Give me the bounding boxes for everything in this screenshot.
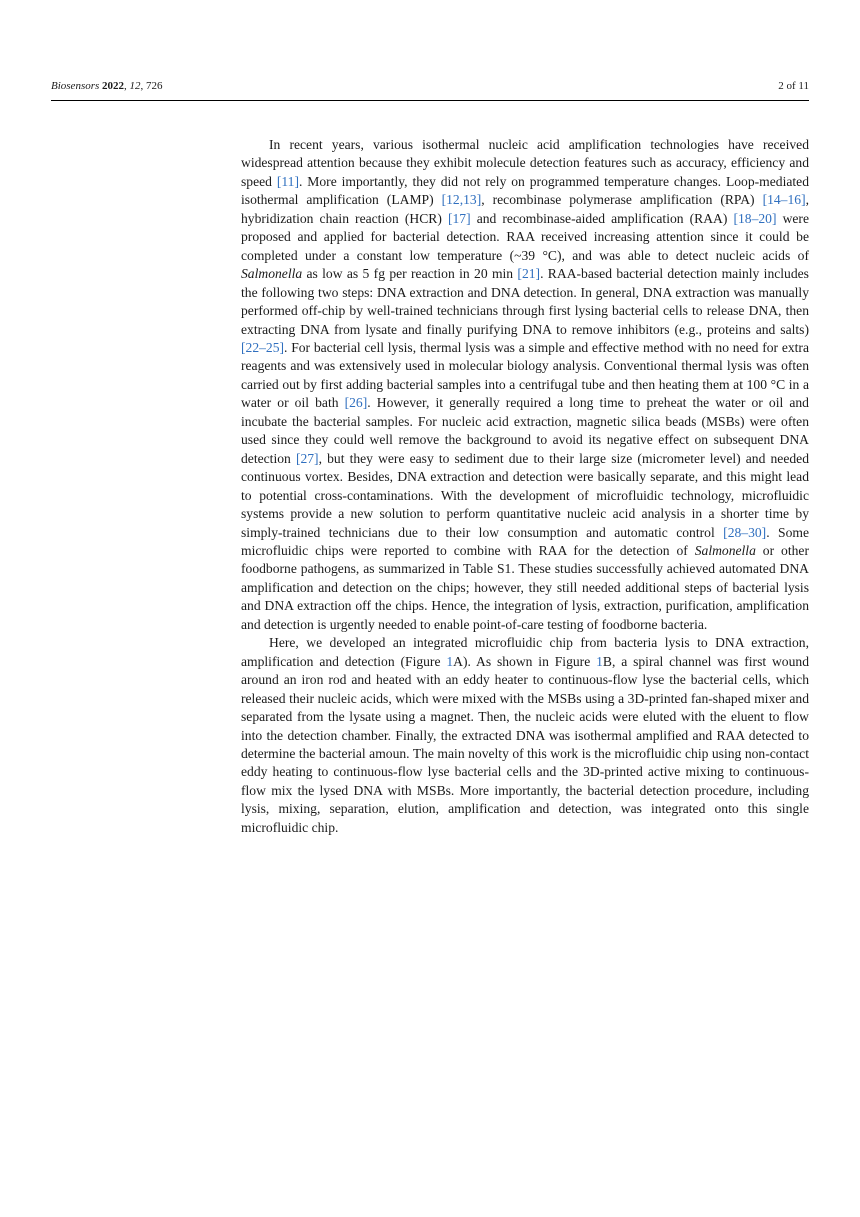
- journal-year: 2022: [102, 80, 125, 92]
- citation-link[interactable]: [27]: [295, 450, 319, 466]
- citation-link[interactable]: [14–16]: [762, 192, 806, 208]
- citation-link[interactable]: [28–30]: [723, 524, 767, 540]
- citation-link[interactable]: [26]: [344, 395, 368, 411]
- text-run: . Some microfluidic chips were reported to combine with RAA for the detection of: [241, 524, 810, 558]
- citation-link[interactable]: 1: [446, 653, 454, 669]
- body-text: [241, 136, 809, 837]
- text-run: and recombinase-aided amplification (RAA): [470, 210, 734, 226]
- text-run: B, a spiral channel was first wound around an iron rod and heated with an eddy heater to continuous-flow lyse the bacterial cells, which released their nucleic acids, which were mixed with the MSBs using a 3D-printed fan-shaped mixer and separated from the lysate using a magnet. Then, the nucleic acids were eluted with the eluent to flow into the detection chamber. Finally, the extracted DNA was isothermal amplified and RAA detected to determine the bacterial amoun. The main novelty of this work is the microfluidic chip using non-contact eddy heating to continuous-flow lyse bacterial cells and the 3D-printed active mixing to continuous-flow mix the lysed DNA with MSBs. More importantly, the bacterial detection procedure, including lysis, mixing, separation, elution, amplification and detection, was integrated onto this single microfluidic chip.: [241, 653, 809, 835]
- header-rule: [51, 100, 809, 101]
- text-run: were proposed and applied for bacterial detection. RAA received increasing attention since it could be completed under a constant low temperature (~39 °C), and was able to detect nucleic acids of: [241, 210, 809, 263]
- text-run: A). As shown in Figure: [453, 653, 597, 669]
- text-run: . However, it generally required a long time to preheat the water or oil and incubate the bacterial samples. For nucleic acid extraction, magnetic silica beads (MSBs) were often used since they could well remove the background to avoid its negative effect on subsequent DNA detection: [241, 395, 809, 466]
- citation-link[interactable]: [21]: [517, 266, 541, 282]
- text-run: , recombinase polymerase amplification (RPA): [481, 192, 763, 208]
- text-run: . For bacterial cell lysis, thermal lysis was a simple and effective method with no need for extra reagents and was extensively used in molecular biology analysis. Conventional thermal lysis was often carried out by first adding bacterial samples into a centrifugal tube and then heating them at 100 °C in a water or oil bath: [241, 339, 809, 411]
- citation-link[interactable]: [11]: [276, 173, 299, 189]
- text-run: In recent years, various isothermal nucleic acid amplification technologies have received widespread attention because they exhibit molecule detection features such as accuracy, efficiency and speed: [241, 137, 809, 189]
- citation-link[interactable]: [17]: [447, 210, 471, 226]
- text-run: Here, we developed an integrated microfluidic chip from bacteria lysis to DNA extraction, amplification and detection (Figure: [241, 635, 809, 669]
- citation-link[interactable]: 1: [596, 653, 603, 669]
- text-run: or other foodborne pathogens, as summarized in Table S1. These studies successfully achieved automated DNA amplification and detection on the chips; however, they still needed additional steps of bacterial lysis and DNA extraction off the chips. Hence, the integration of lysis, extraction, purification, amplification and detection is urgently needed to enable point-of-care testing of foodborne bacteria.: [241, 542, 809, 632]
- page-number: 2 of 11: [778, 80, 809, 92]
- text-run: , but they were easy to sediment due to their large size (micrometer level) and needed continuous vortex. Besides, DNA extraction and detection were basically separate, and this might lead to potential cross-contaminations. With the development of microfluidic technology, microfluidic systems provide a new solution to perform quantitative nucleic acid analysis in a shorter time by simply-trained technicians due to their low consumption and automatic control: [241, 450, 809, 540]
- text-run: . RAA-based bacterial detection mainly includes the following two steps: DNA extraction and DNA detection. In general, DNA extraction was manually performed off-chip by well-trained technicians through first lysing bacterial cells to release DNA, then extracting DNA from lysate and finally purifying DNA to remove inhibitors (e.g., proteins and salts): [241, 266, 809, 337]
- journal-name: Biosensors: [51, 80, 100, 92]
- journal-volume: 12: [129, 80, 141, 92]
- paragraph-2: [241, 634, 809, 837]
- running-header: [51, 80, 809, 96]
- citation-link[interactable]: [22–25]: [241, 339, 285, 355]
- species-name: Salmonella: [694, 542, 756, 558]
- text-run: as low as 5 fg per reaction in 20 min: [302, 266, 518, 282]
- species-name: Salmonella: [241, 266, 303, 282]
- article-number: 726: [146, 80, 163, 92]
- paragraph-1: [241, 136, 809, 634]
- citation-link[interactable]: [12,13]: [441, 192, 482, 208]
- text-run: , hybridization chain reaction (HCR): [241, 192, 810, 226]
- citation-link[interactable]: [18–20]: [733, 210, 777, 226]
- text-run: . More importantly, they did not rely on programmed temperature changes. Loop-mediated isothermal amplification (LAMP): [241, 173, 809, 208]
- citation: Biosensors 2022, 12, 726: [51, 80, 163, 92]
